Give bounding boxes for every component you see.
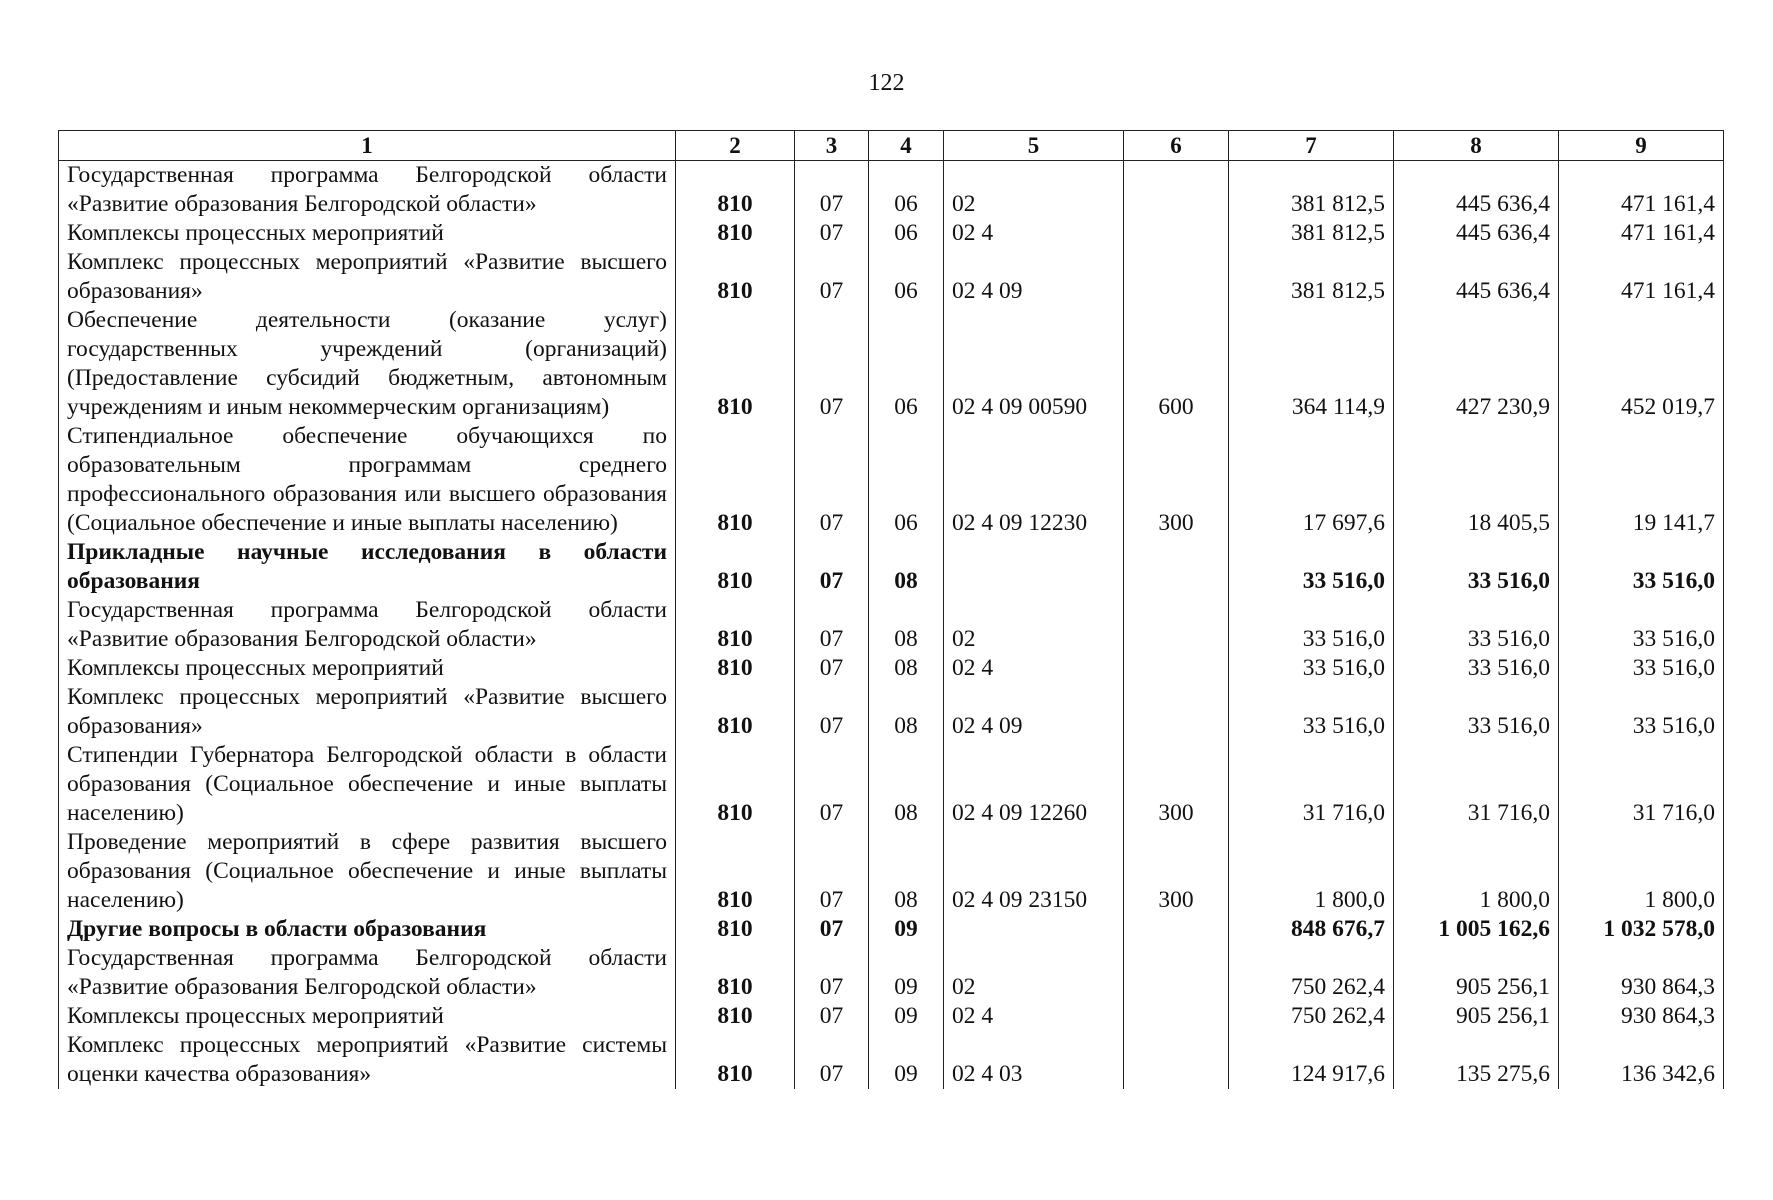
column-header-3: 3 xyxy=(795,131,869,161)
row-amount-year-2: 31 716,0 xyxy=(1394,741,1559,828)
row-subsection-code: 06 xyxy=(869,306,944,422)
row-amount-year-2: 905 256,1 xyxy=(1394,944,1559,1002)
row-grbs-code: 810 xyxy=(676,219,795,248)
row-section-code: 07 xyxy=(795,219,869,248)
row-section-code: 07 xyxy=(795,422,869,538)
row-expense-type xyxy=(1124,915,1229,944)
row-target-article: 02 4 09 00590 xyxy=(944,306,1124,422)
row-amount-year-1: 750 262,4 xyxy=(1229,944,1394,1002)
row-section-code: 07 xyxy=(795,596,869,654)
row-section-code: 07 xyxy=(795,683,869,741)
row-grbs-code: 810 xyxy=(676,161,795,220)
row-grbs-code: 810 xyxy=(676,683,795,741)
row-name: Комплексы процессных мероприятий xyxy=(59,219,676,248)
row-grbs-code: 810 xyxy=(676,741,795,828)
table-row xyxy=(59,1031,1724,1089)
row-amount-year-1: 33 516,0 xyxy=(1229,654,1394,683)
table-row xyxy=(59,161,1724,220)
row-name: Прикладные научные исследования в области образования xyxy=(59,538,676,596)
row-name: Комплексы процессных мероприятий xyxy=(59,654,676,683)
row-subsection-code: 08 xyxy=(869,538,944,596)
row-amount-year-3: 452 019,7 xyxy=(1559,306,1724,422)
column-header-7: 7 xyxy=(1229,131,1394,161)
row-name: Комплекс процессных мероприятий «Развитие высшего образования» xyxy=(59,248,676,306)
row-expense-type: 300 xyxy=(1124,422,1229,538)
table-row xyxy=(59,219,1724,248)
table-body xyxy=(59,161,1724,1090)
row-name: Другие вопросы в области образования xyxy=(59,915,676,944)
table-row xyxy=(59,248,1724,306)
table-row xyxy=(59,683,1724,741)
row-target-article: 02 xyxy=(944,161,1124,220)
row-section-code: 07 xyxy=(795,538,869,596)
row-amount-year-1: 31 716,0 xyxy=(1229,741,1394,828)
row-section-code: 07 xyxy=(795,1031,869,1089)
row-amount-year-3: 33 516,0 xyxy=(1559,683,1724,741)
row-target-article: 02 4 09 xyxy=(944,248,1124,306)
row-expense-type xyxy=(1124,161,1229,220)
row-amount-year-2: 33 516,0 xyxy=(1394,654,1559,683)
row-amount-year-2: 33 516,0 xyxy=(1394,596,1559,654)
row-name: Комплекс процессных мероприятий «Развитие системы оценки качества образования» xyxy=(59,1031,676,1089)
row-section-code: 07 xyxy=(795,248,869,306)
row-amount-year-3: 930 864,3 xyxy=(1559,1002,1724,1031)
row-amount-year-1: 381 812,5 xyxy=(1229,161,1394,220)
row-amount-year-1: 381 812,5 xyxy=(1229,248,1394,306)
page-number: 122 xyxy=(868,70,905,96)
row-subsection-code: 06 xyxy=(869,161,944,220)
table-row xyxy=(59,596,1724,654)
row-section-code: 07 xyxy=(795,828,869,915)
row-name: Стипендии Губернатора Белгородской области в области образования (Социальное обеспечение и иные выплаты населению) xyxy=(59,741,676,828)
row-subsection-code: 09 xyxy=(869,915,944,944)
row-name: Государственная программа Белгородской области «Развитие образования Белгородской области» xyxy=(59,161,676,220)
row-target-article: 02 4 09 12260 xyxy=(944,741,1124,828)
column-header-1: 1 xyxy=(59,131,676,161)
row-amount-year-3: 136 342,6 xyxy=(1559,1031,1724,1089)
row-amount-year-1: 33 516,0 xyxy=(1229,683,1394,741)
row-section-code: 07 xyxy=(795,654,869,683)
row-name: Комплекс процессных мероприятий «Развитие высшего образования» xyxy=(59,683,676,741)
row-amount-year-2: 427 230,9 xyxy=(1394,306,1559,422)
row-section-code: 07 xyxy=(795,915,869,944)
row-expense-type xyxy=(1124,1002,1229,1031)
column-header-2: 2 xyxy=(676,131,795,161)
row-name: Государственная программа Белгородской области «Развитие образования Белгородской области» xyxy=(59,596,676,654)
row-amount-year-1: 848 676,7 xyxy=(1229,915,1394,944)
row-grbs-code: 810 xyxy=(676,1031,795,1089)
row-grbs-code: 810 xyxy=(676,915,795,944)
table-row xyxy=(59,538,1724,596)
row-amount-year-3: 471 161,4 xyxy=(1559,161,1724,220)
row-expense-type xyxy=(1124,683,1229,741)
row-expense-type xyxy=(1124,944,1229,1002)
row-name: Стипендиальное обеспечение обучающихся по образовательным программам среднего профессионального образования или высшего образования (Социальное обеспечение и иные выплаты населению) xyxy=(59,422,676,538)
row-amount-year-2: 445 636,4 xyxy=(1394,161,1559,220)
column-header-4: 4 xyxy=(869,131,944,161)
row-expense-type xyxy=(1124,538,1229,596)
row-subsection-code: 08 xyxy=(869,683,944,741)
row-target-article: 02 4 03 xyxy=(944,1031,1124,1089)
row-grbs-code: 810 xyxy=(676,596,795,654)
row-amount-year-1: 381 812,5 xyxy=(1229,219,1394,248)
row-subsection-code: 08 xyxy=(869,741,944,828)
row-subsection-code: 08 xyxy=(869,828,944,915)
row-expense-type: 300 xyxy=(1124,828,1229,915)
row-amount-year-3: 1 800,0 xyxy=(1559,828,1724,915)
row-subsection-code: 09 xyxy=(869,1002,944,1031)
row-target-article: 02 4 xyxy=(944,1002,1124,1031)
row-amount-year-3: 471 161,4 xyxy=(1559,219,1724,248)
row-expense-type xyxy=(1124,1031,1229,1089)
row-section-code: 07 xyxy=(795,161,869,220)
row-name: Обеспечение деятельности (оказание услуг) государственных учреждений (организаций) (Предоставление субсидий бюджетным, автономным учреждениям и иным некоммерческим организациям) xyxy=(59,306,676,422)
column-header-6: 6 xyxy=(1124,131,1229,161)
row-name: Проведение мероприятий в сфере развития высшего образования (Социальное обеспечение и иные выплаты населению) xyxy=(59,828,676,915)
row-subsection-code: 09 xyxy=(869,944,944,1002)
row-amount-year-1: 750 262,4 xyxy=(1229,1002,1394,1031)
budget-table xyxy=(58,130,1724,1089)
row-subsection-code: 09 xyxy=(869,1031,944,1089)
row-amount-year-1: 17 697,6 xyxy=(1229,422,1394,538)
row-grbs-code: 810 xyxy=(676,828,795,915)
row-amount-year-2: 33 516,0 xyxy=(1394,538,1559,596)
row-amount-year-1: 1 800,0 xyxy=(1229,828,1394,915)
table-row xyxy=(59,915,1724,944)
row-amount-year-2: 1 800,0 xyxy=(1394,828,1559,915)
header-row xyxy=(59,131,1724,161)
row-amount-year-1: 124 917,6 xyxy=(1229,1031,1394,1089)
row-section-code: 07 xyxy=(795,741,869,828)
row-target-article: 02 4 xyxy=(944,219,1124,248)
row-amount-year-3: 471 161,4 xyxy=(1559,248,1724,306)
row-section-code: 07 xyxy=(795,944,869,1002)
row-amount-year-3: 33 516,0 xyxy=(1559,654,1724,683)
row-subsection-code: 06 xyxy=(869,422,944,538)
row-expense-type: 300 xyxy=(1124,741,1229,828)
row-subsection-code: 08 xyxy=(869,596,944,654)
row-grbs-code: 810 xyxy=(676,306,795,422)
row-expense-type xyxy=(1124,654,1229,683)
row-amount-year-2: 18 405,5 xyxy=(1394,422,1559,538)
row-grbs-code: 810 xyxy=(676,1002,795,1031)
row-amount-year-2: 905 256,1 xyxy=(1394,1002,1559,1031)
row-subsection-code: 08 xyxy=(869,654,944,683)
row-expense-type: 600 xyxy=(1124,306,1229,422)
table-row xyxy=(59,422,1724,538)
row-target-article: 02 4 09 23150 xyxy=(944,828,1124,915)
table-row xyxy=(59,654,1724,683)
row-amount-year-3: 33 516,0 xyxy=(1559,538,1724,596)
row-target-article: 02 xyxy=(944,596,1124,654)
row-target-article: 02 4 09 xyxy=(944,683,1124,741)
row-amount-year-2: 33 516,0 xyxy=(1394,683,1559,741)
row-name: Государственная программа Белгородской области «Развитие образования Белгородской области» xyxy=(59,944,676,1002)
table-row xyxy=(59,741,1724,828)
row-amount-year-1: 33 516,0 xyxy=(1229,538,1394,596)
column-header-5: 5 xyxy=(944,131,1124,161)
row-amount-year-1: 364 114,9 xyxy=(1229,306,1394,422)
row-amount-year-3: 1 032 578,0 xyxy=(1559,915,1724,944)
column-header-9: 9 xyxy=(1559,131,1724,161)
row-amount-year-3: 31 716,0 xyxy=(1559,741,1724,828)
row-expense-type xyxy=(1124,248,1229,306)
table-row xyxy=(59,306,1724,422)
row-target-article: 02 4 xyxy=(944,654,1124,683)
table-row xyxy=(59,944,1724,1002)
row-amount-year-2: 1 005 162,6 xyxy=(1394,915,1559,944)
row-target-article: 02 4 09 12230 xyxy=(944,422,1124,538)
row-amount-year-3: 930 864,3 xyxy=(1559,944,1724,1002)
table-row xyxy=(59,828,1724,915)
table-row xyxy=(59,1002,1724,1031)
row-grbs-code: 810 xyxy=(676,538,795,596)
row-amount-year-2: 445 636,4 xyxy=(1394,248,1559,306)
row-grbs-code: 810 xyxy=(676,248,795,306)
row-target-article: 02 xyxy=(944,944,1124,1002)
budget-table-container xyxy=(58,130,1723,1089)
row-grbs-code: 810 xyxy=(676,944,795,1002)
row-name: Комплексы процессных мероприятий xyxy=(59,1002,676,1031)
row-amount-year-2: 135 275,6 xyxy=(1394,1031,1559,1089)
row-amount-year-1: 33 516,0 xyxy=(1229,596,1394,654)
row-expense-type xyxy=(1124,596,1229,654)
row-target-article xyxy=(944,915,1124,944)
row-grbs-code: 810 xyxy=(676,654,795,683)
row-grbs-code: 810 xyxy=(676,422,795,538)
row-subsection-code: 06 xyxy=(869,248,944,306)
row-subsection-code: 06 xyxy=(869,219,944,248)
row-section-code: 07 xyxy=(795,1002,869,1031)
row-expense-type xyxy=(1124,219,1229,248)
row-target-article xyxy=(944,538,1124,596)
row-section-code: 07 xyxy=(795,306,869,422)
column-header-8: 8 xyxy=(1394,131,1559,161)
row-amount-year-3: 19 141,7 xyxy=(1559,422,1724,538)
row-amount-year-3: 33 516,0 xyxy=(1559,596,1724,654)
row-amount-year-2: 445 636,4 xyxy=(1394,219,1559,248)
